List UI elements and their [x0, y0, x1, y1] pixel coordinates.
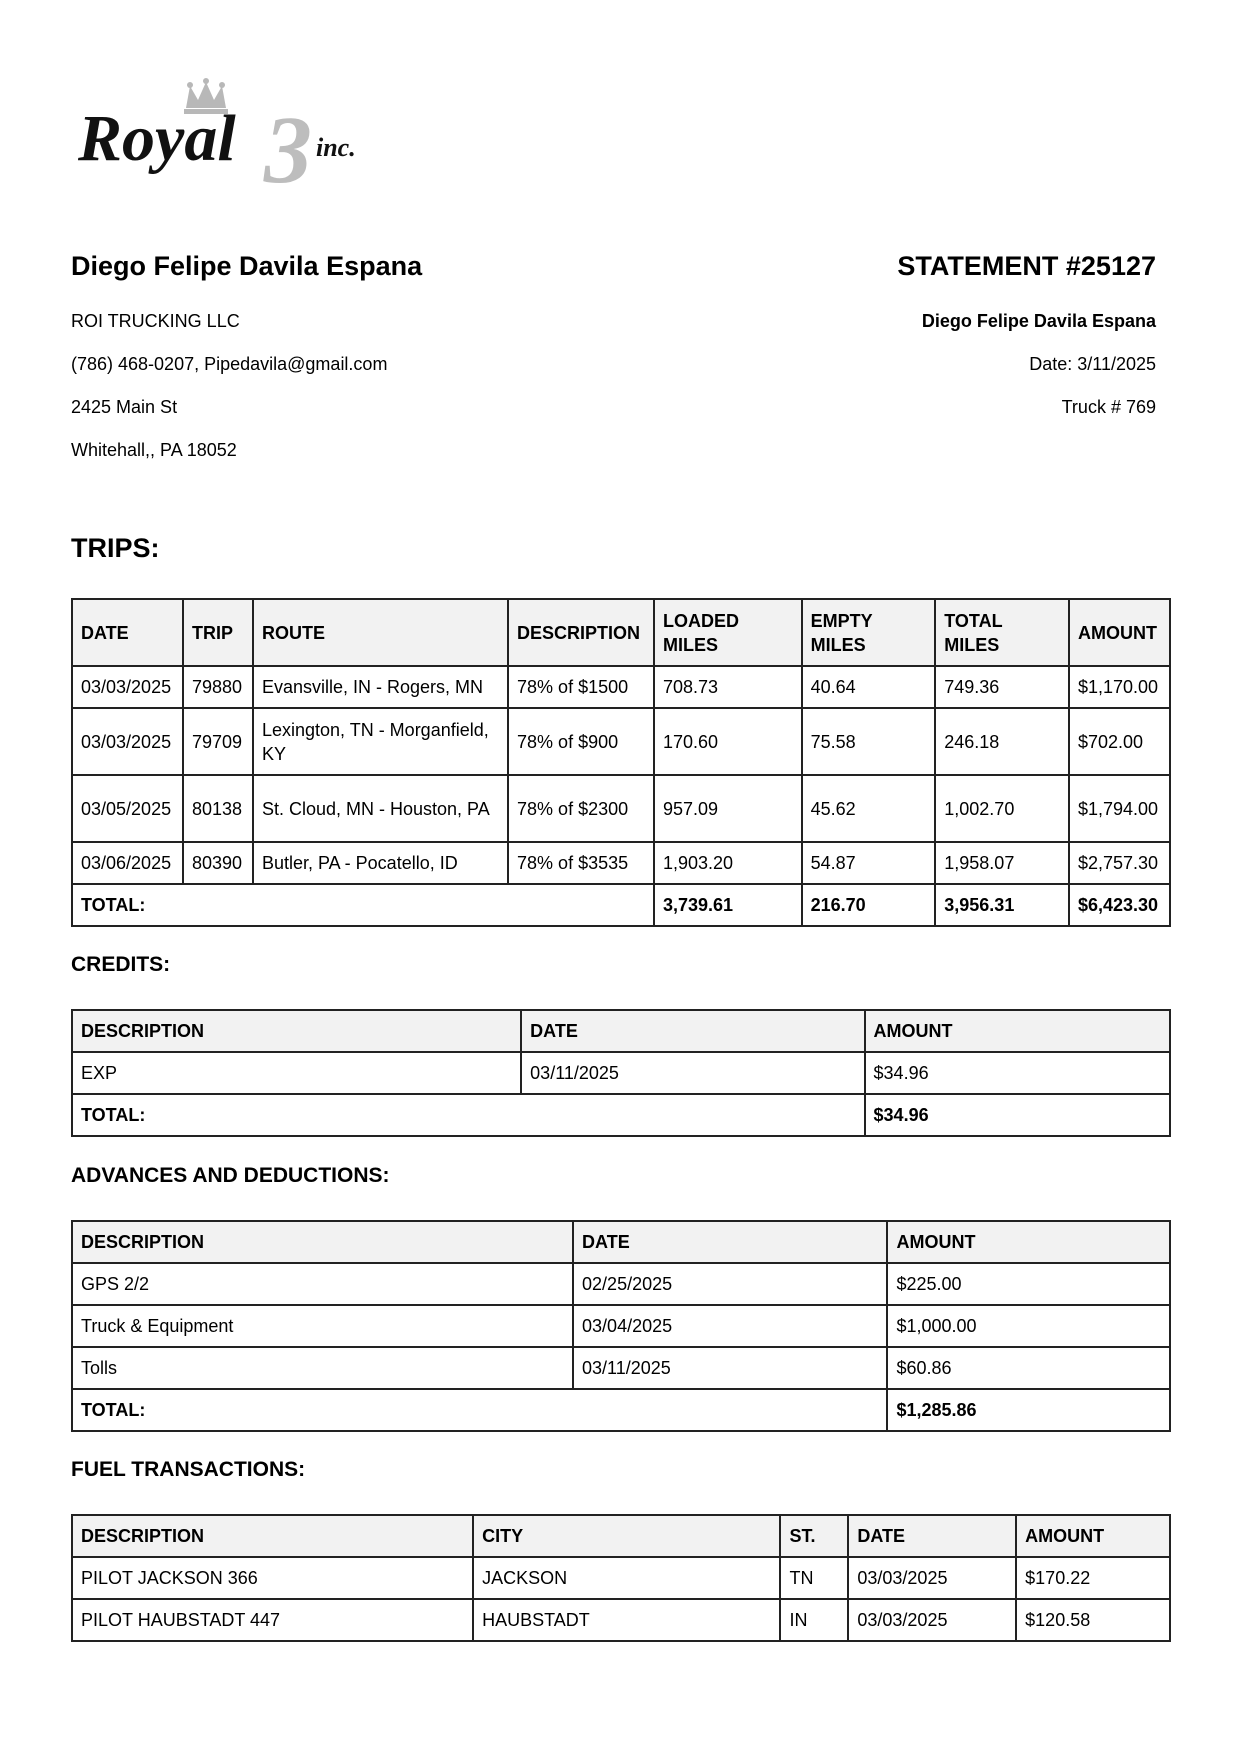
credits-title: CREDITS: [71, 953, 171, 976]
credits-header-row [72, 1010, 1170, 1052]
driver-contact: (786) 468-0207, Pipedavila@gmail.com [71, 354, 388, 374]
col-header: DESCRIPTION [72, 1515, 473, 1557]
statement-name: Diego Felipe Davila Espana [921, 311, 1156, 331]
cell: PILOT HAUBSTADT 447 [72, 1599, 473, 1641]
cell: $702.00 [1069, 708, 1170, 775]
col-header: DATE [72, 599, 183, 666]
cell: 03/03/2025 [72, 708, 183, 775]
cell: 03/11/2025 [521, 1052, 864, 1094]
cell: 75.58 [802, 708, 936, 775]
address-line-2: Whitehall,, PA 18052 [71, 440, 237, 460]
statement-date: Date: 3/11/2025 [1029, 354, 1156, 374]
cell: 80138 [183, 775, 253, 842]
address-line-1: 2425 Main St [71, 397, 178, 417]
cell: $225.00 [887, 1263, 1170, 1305]
cell: TN [780, 1557, 848, 1599]
col-header: DESCRIPTION [508, 599, 654, 666]
col-header: TRIP [183, 599, 253, 666]
logo-text: Royal [78, 102, 236, 175]
cell: 170.60 [654, 708, 802, 775]
cell: IN [780, 1599, 848, 1641]
fuel-title: FUEL TRANSACTIONS: [71, 1458, 306, 1481]
total-empty-miles: 216.70 [802, 884, 936, 926]
col-header: DESCRIPTION [72, 1010, 521, 1052]
company-name: ROI TRUCKING LLC [71, 311, 240, 331]
cell: 03/03/2025 [848, 1557, 1016, 1599]
table-row [72, 666, 1170, 708]
driver-name: Diego Felipe Davila Espana [71, 251, 423, 281]
cell: 40.64 [802, 666, 936, 708]
table-row [72, 842, 1170, 884]
cell: $2,757.30 [1069, 842, 1170, 884]
trips-total-row [72, 884, 1170, 926]
cell: 03/06/2025 [72, 842, 183, 884]
total-total-miles: 3,956.31 [935, 884, 1069, 926]
cell: $1,000.00 [887, 1305, 1170, 1347]
statement-title: STATEMENT #25127 [897, 251, 1156, 281]
trips-title: TRIPS: [71, 533, 160, 563]
truck-number: Truck # 769 [1061, 397, 1156, 417]
cell: Tolls [72, 1347, 573, 1389]
total-label: TOTAL: [72, 1389, 887, 1431]
cell: $1,794.00 [1069, 775, 1170, 842]
col-header: EMPTY MILES [802, 599, 936, 666]
col-header: ROUTE [253, 599, 508, 666]
total-amount: $34.96 [865, 1094, 1170, 1136]
cell: St. Cloud, MN - Houston, PA [253, 775, 508, 842]
cell: 78% of $3535 [508, 842, 654, 884]
col-header: AMOUNT [1016, 1515, 1170, 1557]
table-row [72, 1557, 1170, 1599]
col-header: TOTAL MILES [935, 599, 1069, 666]
advances-title: ADVANCES AND DEDUCTIONS: [71, 1164, 390, 1187]
company-logo [78, 78, 398, 198]
cell: 1,958.07 [935, 842, 1069, 884]
cell: $120.58 [1016, 1599, 1170, 1641]
col-header: DATE [521, 1010, 864, 1052]
col-header: CITY [473, 1515, 780, 1557]
table-row [72, 775, 1170, 842]
cell: 78% of $900 [508, 708, 654, 775]
cell: 03/11/2025 [573, 1347, 887, 1389]
cell: 1,002.70 [935, 775, 1069, 842]
cell: Truck & Equipment [72, 1305, 573, 1347]
cell: 79709 [183, 708, 253, 775]
cell: 1,903.20 [654, 842, 802, 884]
col-header: DATE [573, 1221, 887, 1263]
advances-total-row [72, 1389, 1170, 1431]
cell: 03/04/2025 [573, 1305, 887, 1347]
cell: 03/03/2025 [848, 1599, 1016, 1641]
logo-suffix: inc. [316, 133, 356, 162]
table-row [72, 1263, 1170, 1305]
total-amount: $1,285.86 [887, 1389, 1170, 1431]
fuel-table [71, 1514, 1171, 1642]
col-header: AMOUNT [887, 1221, 1170, 1263]
cell: EXP [72, 1052, 521, 1094]
cell: 03/03/2025 [72, 666, 183, 708]
col-header: AMOUNT [865, 1010, 1170, 1052]
cell: Lexington, TN - Morganfield, KY [253, 708, 508, 775]
cell: $1,170.00 [1069, 666, 1170, 708]
logo-numeral: 3 [264, 96, 312, 198]
cell: 02/25/2025 [573, 1263, 887, 1305]
col-header: ST. [780, 1515, 848, 1557]
table-row [72, 1305, 1170, 1347]
cell: $170.22 [1016, 1557, 1170, 1599]
table-row [72, 1599, 1170, 1641]
cell: Butler, PA - Pocatello, ID [253, 842, 508, 884]
col-header: LOADED MILES [654, 599, 802, 666]
col-header: AMOUNT [1069, 599, 1170, 666]
total-amount: $6,423.30 [1069, 884, 1170, 926]
col-header: DESCRIPTION [72, 1221, 573, 1263]
total-loaded-miles: 3,739.61 [654, 884, 802, 926]
cell: 749.36 [935, 666, 1069, 708]
credits-table [71, 1009, 1171, 1137]
cell: GPS 2/2 [72, 1263, 573, 1305]
cell: HAUBSTADT [473, 1599, 780, 1641]
cell: 708.73 [654, 666, 802, 708]
cell: PILOT JACKSON 366 [72, 1557, 473, 1599]
total-label: TOTAL: [72, 1094, 865, 1136]
fuel-header-row [72, 1515, 1170, 1557]
cell: 78% of $1500 [508, 666, 654, 708]
cell: 80390 [183, 842, 253, 884]
cell: JACKSON [473, 1557, 780, 1599]
cell: 246.18 [935, 708, 1069, 775]
table-row [72, 1347, 1170, 1389]
cell: $60.86 [887, 1347, 1170, 1389]
cell: 45.62 [802, 775, 936, 842]
advances-header-row [72, 1221, 1170, 1263]
cell: 03/05/2025 [72, 775, 183, 842]
cell: $34.96 [865, 1052, 1170, 1094]
total-label: TOTAL: [72, 884, 654, 926]
advances-table [71, 1220, 1171, 1432]
cell: 54.87 [802, 842, 936, 884]
table-row [72, 708, 1170, 775]
cell: 957.09 [654, 775, 802, 842]
credits-total-row [72, 1094, 1170, 1136]
trips-header-row [72, 599, 1170, 666]
trips-table [71, 598, 1171, 927]
cell: 78% of $2300 [508, 775, 654, 842]
col-header: DATE [848, 1515, 1016, 1557]
cell: Evansville, IN - Rogers, MN [253, 666, 508, 708]
table-row [72, 1052, 1170, 1094]
cell: 79880 [183, 666, 253, 708]
